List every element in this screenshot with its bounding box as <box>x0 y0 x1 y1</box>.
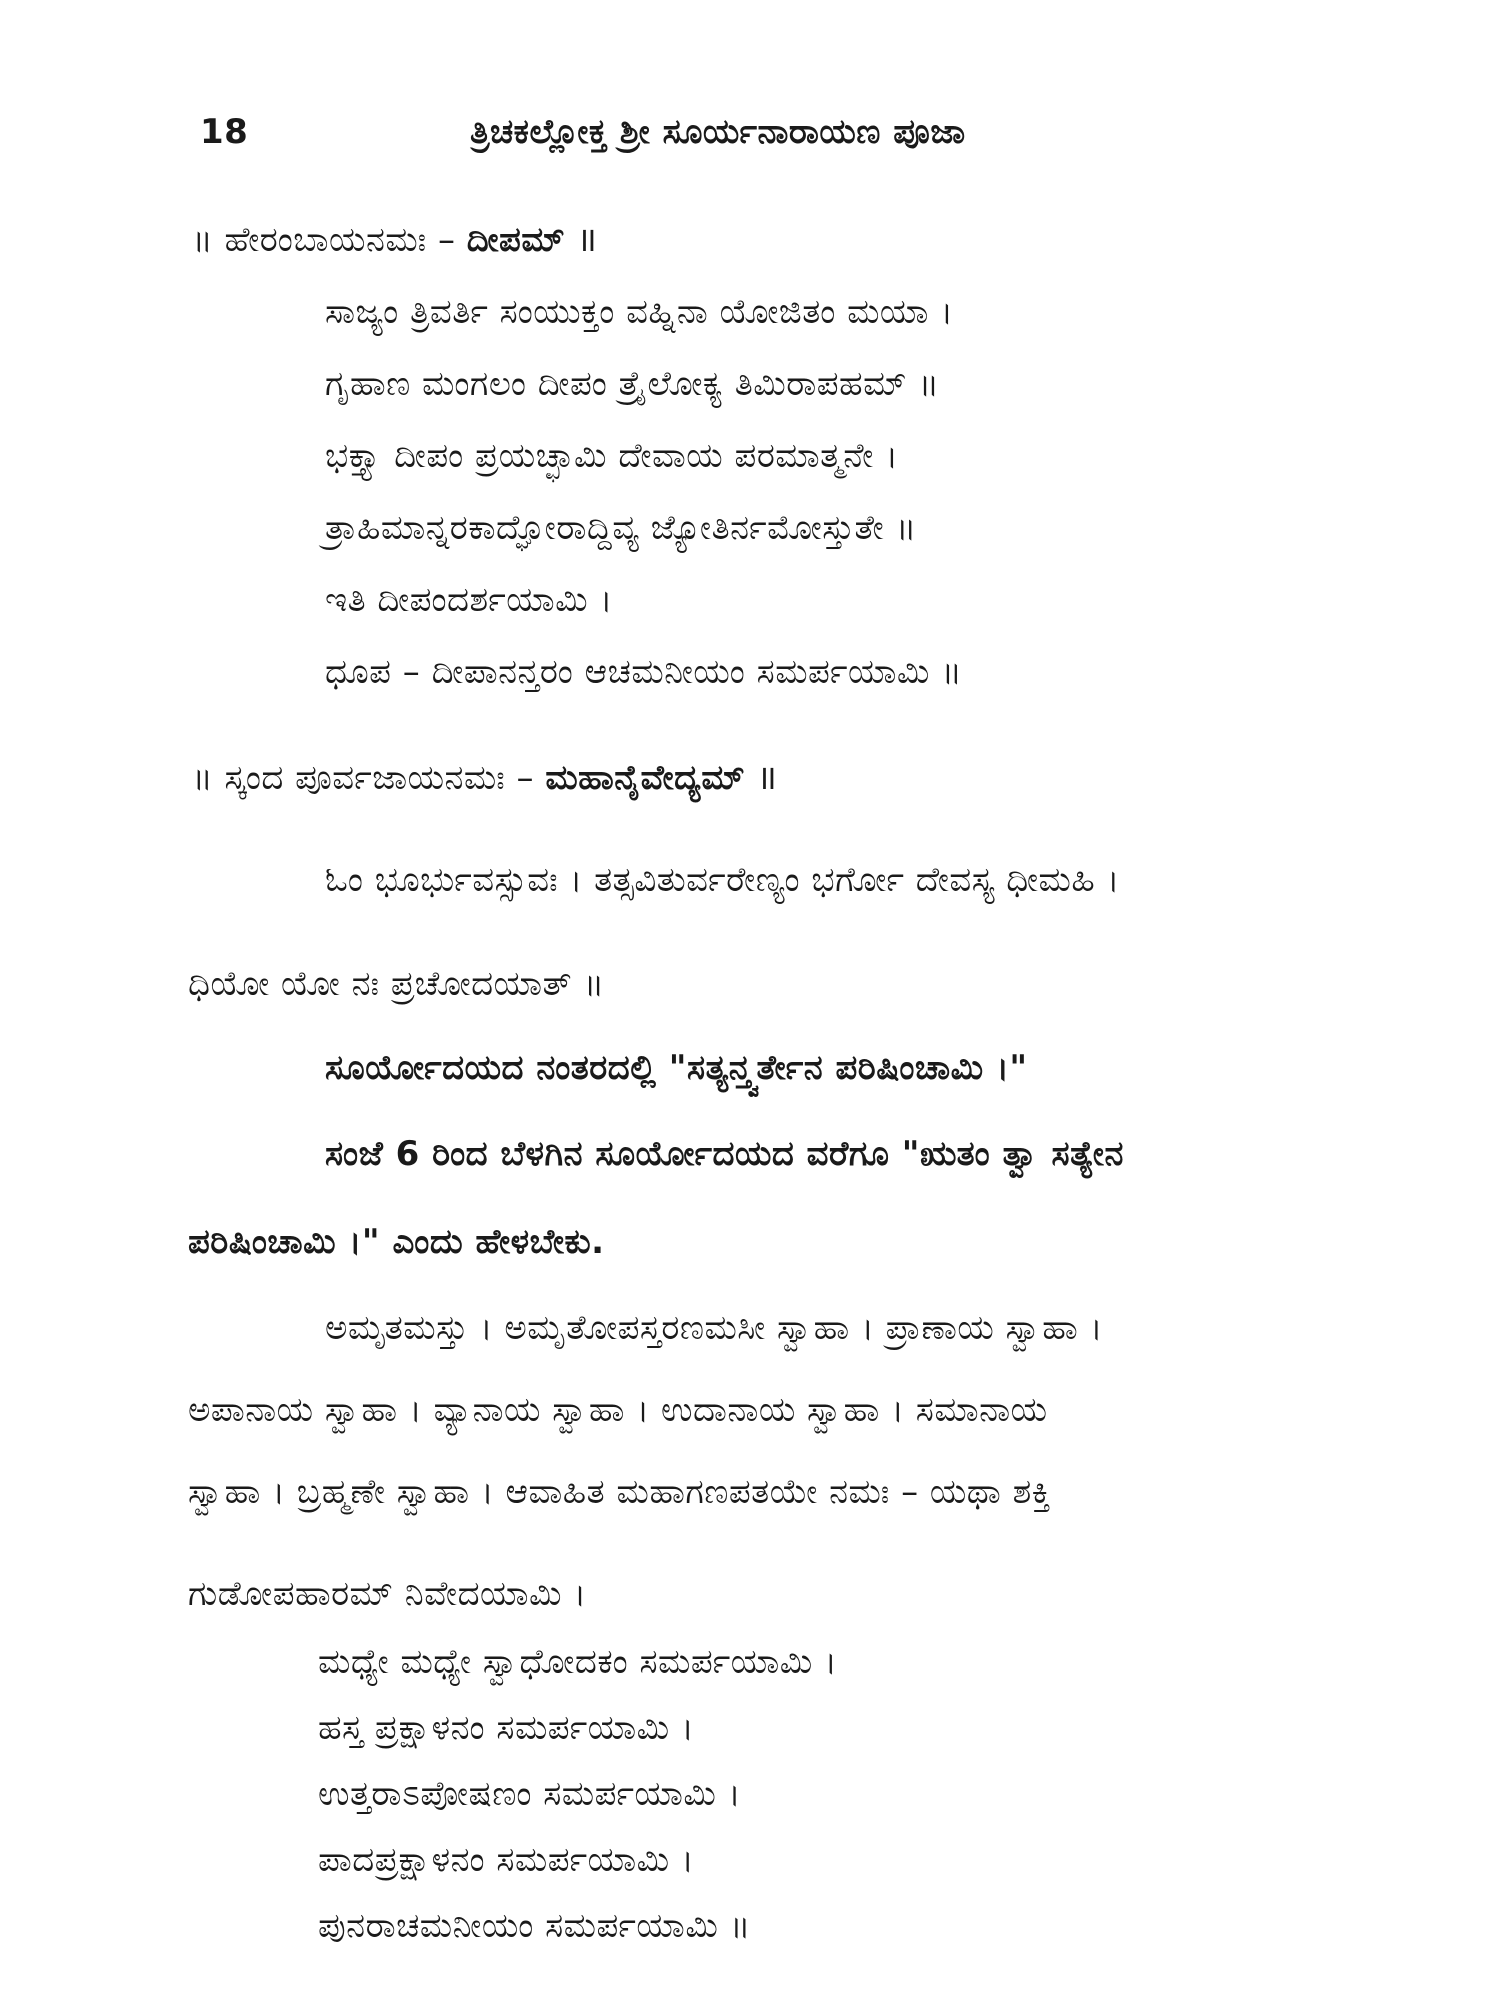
instruction-after-sunrise: ಸೂರ್ಯೋದಯದ ನಂತರದಲ್ಲಿ "ಸತ್ಯನ್ತ್ವರ್ತೇನ ಪರಿಷಿಂಚಾಮಿ ।" <box>325 1048 1028 1088</box>
page-number: 18 <box>200 112 249 152</box>
deepam-heading-suffix: ॥ <box>565 220 598 260</box>
deepam-verse-line-3: ಭಕ್ತ್ಯಾ ದೀಪಂ ಪ್ರಯಚ್ಛಾಮಿ ದೇವಾಯ ಪರಮಾತ್ಮನೇ । <box>325 436 899 476</box>
gayatri-line-2: ಧಿಯೋ ಯೋ ನಃ ಪ್ರಚೋದಯಾತ್ ॥ <box>188 964 605 1004</box>
offering-line-2: ಅಪಾನಾಯ ಸ್ವಾಹಾ । ವ್ಯಾನಾಯ ಸ್ವಾಹಾ । ಉದಾನಾಯ ಸ್ವಾಹಾ । ಸಮಾನಾಯ <box>188 1390 1048 1430</box>
running-title: ತ್ರಿಚಕಲ್ಲೋಕ್ತ ಶ್ರೀ ಸೂರ್ಯನಾರಾಯಣ ಪೂಜಾ <box>470 112 966 152</box>
naivedyam-heading-suffix: ॥ <box>745 758 778 798</box>
naivedyam-heading <box>192 756 777 800</box>
offering-line-3: ಸ್ವಾಹಾ । ಬ್ರಹ್ಮಣೇ ಸ್ವಾಹಾ । ಆವಾಹಿತ ಮಹಾಗಣಪತಯೇ ನಮಃ – ಯಥಾ ಶಕ್ತಿ <box>188 1472 1052 1512</box>
offering-line-4: ಗುಡೋಪಹಾರಮ್ ನಿವೇದಯಾಮಿ । <box>188 1574 587 1614</box>
naivedyam-heading-bold: ಮಹಾನೈವೇದ್ಯಮ್ <box>545 758 746 798</box>
deepam-heading-prefix: ॥ ಹೇರಂಬಾಯನಮಃ – <box>192 220 467 260</box>
deepam-verse-line-6: ಧೂಪ – ದೀಪಾನನ್ತರಂ ಆಚಮನೀಯಂ ಸಮರ್ಪಯಾಮಿ ॥ <box>325 652 963 692</box>
closing-line-1: ಮಧ್ಯೇ ಮಧ್ಯೇ ಸ್ವಾಧೋದಕಂ ಸಮರ್ಪಯಾಮಿ । <box>318 1642 838 1682</box>
deepam-heading <box>192 218 597 262</box>
closing-line-3: ಉತ್ತರಾಽಪೋಷಣಂ ಸಮರ್ಪಯಾಮಿ । <box>318 1774 742 1814</box>
naivedyam-heading-prefix: ॥ ಸ್ಕಂದ ಪೂರ್ವಜಾಯನಮಃ – <box>192 758 546 798</box>
gayatri-line-1: ಓಂ ಭೂರ್ಭುವಸ್ಸುವಃ । ತತ್ಸವಿತುರ್ವರೇಣ್ಯಂ ಭರ್ಗೋ ದೇವಸ್ಯ ಧೀಮಹಿ । <box>325 860 1120 900</box>
instruction-evening-line-1: ಸಂಜೆ 6 ರಿಂದ ಬೆಳಗಿನ ಸೂರ್ಯೋದಯದ ವರೆಗೂ "ಋತಂ ತ್ವಾ ಸತ್ಯೇನ <box>325 1134 1124 1174</box>
closing-line-5: ಪುನರಾಚಮನೀಯಂ ಸಮರ್ಪಯಾಮಿ ॥ <box>318 1906 751 1946</box>
deepam-heading-bold: ದೀಪಮ್ <box>466 220 566 260</box>
deepam-verse-line-5: ಇತಿ ದೀಪಂದರ್ಶಯಾಮಿ । <box>325 580 613 620</box>
deepam-verse-line-4: ತ್ರಾಹಿಮಾನ್ನರಕಾದ್ಘೋರಾದ್ದಿವ್ಯ ಜ್ಯೋತಿರ್ನಮೋಸ್ತುತೇ ॥ <box>325 508 917 548</box>
closing-line-4: ಪಾದಪ್ರಕ್ಷಾಳನಂ ಸಮರ್ಪಯಾಮಿ । <box>318 1840 695 1880</box>
offering-line-1: ಅಮೃತಮಸ್ತು । ಅಮೃತೋಪಸ್ತರಣಮಸೀ ಸ್ವಾಹಾ । ಪ್ರಾಣಾಯ ಸ್ವಾಹಾ । <box>325 1308 1104 1348</box>
instruction-evening-line-2: ಪರಿಷಿಂಚಾಮಿ ।" ಎಂದು ಹೇಳಬೇಕು. <box>188 1222 605 1262</box>
closing-line-2: ಹಸ್ತ ಪ್ರಕ್ಷಾಳನಂ ಸಮರ್ಪಯಾಮಿ । <box>318 1708 695 1748</box>
deepam-verse-line-1: ಸಾಜ್ಯಂ ತ್ರಿವರ್ತಿ ಸಂಯುಕ್ತಂ ವಹ್ನಿನಾ ಯೋಜಿತಂ ಮಯಾ । <box>325 292 954 332</box>
deepam-verse-line-2: ಗೃಹಾಣ ಮಂಗಲಂ ದೀಪಂ ತ್ರೈಲೋಕ್ಯ ತಿಮಿರಾಪಹಮ್ ॥ <box>325 364 940 404</box>
